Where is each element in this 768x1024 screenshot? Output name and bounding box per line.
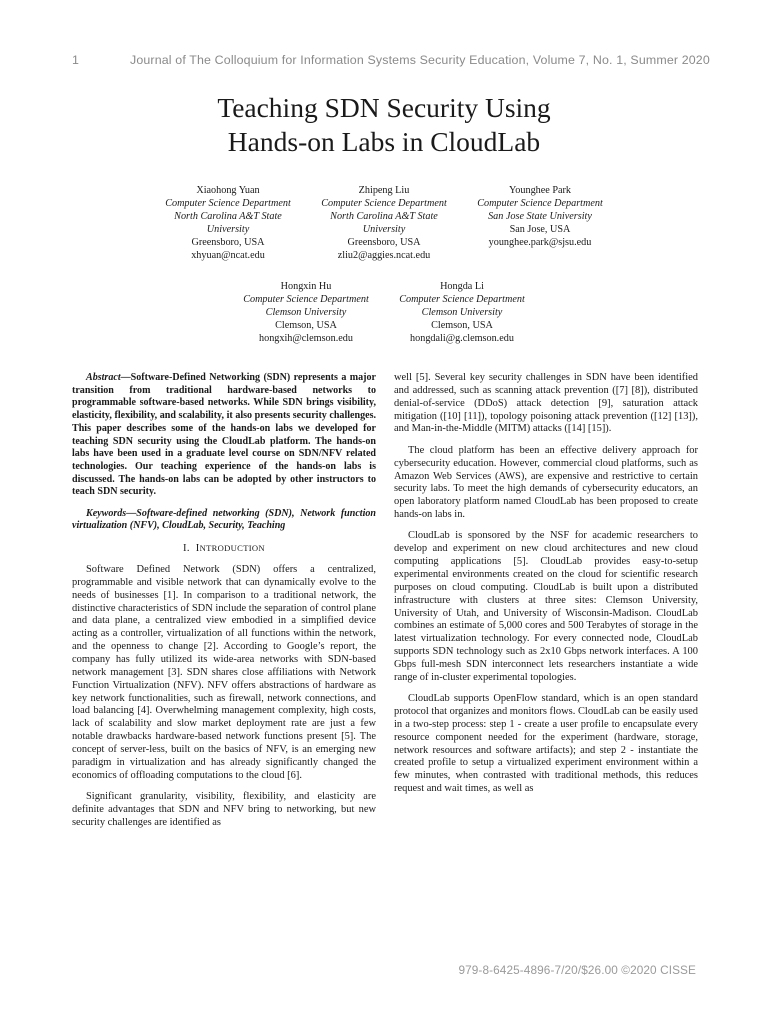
author-institution-cont: University [362,223,406,235]
author-block [382,281,542,346]
author-department: Computer Science Department [321,197,447,209]
author-location: Greensboro, USA [347,236,421,248]
author-institution: San Jose State University [488,210,592,222]
author-department: Computer Science Department [243,293,369,305]
body-paragraph: The cloud platform has been an effective delivery approach for cybersecurity education. However, commercial cloud platforms, such as Amazon Web Services (AWS), are expensive and restrictive to certain security labs. To meet the high demands of cybersecurity educators, an open laboratory platform named CloudLab has been proposed to create hands-on labs in. [394,444,698,521]
author-name: Hongda Li [440,281,484,292]
author-location: San Jose, USA [509,223,571,235]
author-email: younghee.park@sjsu.edu [488,236,592,248]
author-name: Zhipeng Liu [358,185,410,196]
author-email: zliu2@aggies.ncat.edu [337,249,431,261]
author-department: Computer Science Department [399,293,525,305]
author-location: Clemson, USA [275,319,337,331]
title-line-1: Teaching SDN Security Using [217,92,551,123]
author-location: Greensboro, USA [191,236,265,248]
paper-title [0,91,768,159]
section-heading-introduction [72,542,376,556]
title-line-2: Hands-on Labs in CloudLab [227,126,541,157]
author-institution: North Carolina A&T State [330,210,438,222]
author-email: hongdali@g.clemson.edu [410,332,514,344]
author-name: Xiaohong Yuan [196,185,260,196]
journal-citation: Journal of The Colloquium for Information Systems Security Education, Volume 7, No. 1, Summer 2020 [130,53,710,67]
author-block [148,185,308,262]
author-email: xhyuan@ncat.edu [191,249,265,261]
author-email: hongxih@clemson.edu [259,332,353,344]
abstract-label: Abstract [86,372,121,383]
author-institution: Clemson University [265,306,347,318]
author-block [226,281,386,346]
right-column [394,372,698,805]
author-institution: North Carolina A&T State [174,210,282,222]
author-department: Computer Science Department [165,197,291,209]
author-name: Hongxin Hu [280,281,332,292]
body-paragraph-continued: well [5]. Several key security challenges in SDN have been identified and addressed, such as scanning attack prevention ([7] [8]), distributed denial-of-service (DDoS) attack detection [9], saturation attack mitigation ([10] [11]), topology poisoning attack prevention ([12] [13]), and Man-in-the-Middle (MITM) attacks ([14] [15]). [394,372,698,435]
page-number: 1 [72,53,80,67]
body-paragraph: Software Defined Network (SDN) offers a centralized, programmable and visible network that can dynamically evolve to the needs of businesses [1]. In comparison to a traditional network, the distinctive characteristics of SDN include the separation of control plane and data plane, a centralized view embodied in a simplified device acting as a controller, virtualization of all functions within the network, and the openness to change [2]. According to Google’s report, the company has fully utilized its wide-area networks with SDN-based network management [3]. SDN shares close affiliations with Network Function Virtualization (NFV). NFV offers abstractions of hardware as key network functionalities, such as firewall, network connections, and load balancing [4]. Overwhelming management complexity, high costs, lack of scalability and slow market deployment rate are just a few notable drawbacks hardware-based network functions present [5]. The concept of server-less, built on the basics of NFV, is an emerging new paradigm in virtualization and has already significantly changed the economics of offloading computations to the cloud [6]. [72,564,376,781]
left-column [72,372,376,838]
section-numeral: I. [183,542,190,554]
body-paragraph: Significant granularity, visibility, flexibility, and elasticity are definite advantages that SDN and NFV bring to networking, but new security challenges are identified as [72,791,376,828]
author-location: Clemson, USA [431,319,493,331]
body-paragraph: CloudLab is sponsored by the NSF for academic researchers to develop and experiment on new cloud architectures and new cloud computing applications [5]. CloudLab provides easy-to-setup experimental environments created on the cloud for scientific research purposes on cloud computing. CloudLab is built upon a distributed infrastructure with clusters at three sites: Clemson University, University of Utah, and University of Wisconsin-Madison. CloudLab combines an estimate of 5,000 cores and 500 Terabytes of storage in the latest virtualization technology. For every connected node, CloudLab supports SDN technology such as 2x10 Gbps network interfaces. A 100 Gbps full-mesh SDN interconnect lets researchers instantiate a wide range of in-cluster experimental topologies. [394,530,698,683]
keywords: Keywords—Software-defined networking (SDN), Network function virtualization (NFV), CloudLab, Security, Teaching [72,507,376,532]
body-paragraph: CloudLab supports OpenFlow standard, which is an open standard protocol that organizes and monitors flows. CloudLab can be easily used in a two-step process: step 1 - create a user profile to encapsulate every resource component needed for the experiment (hardware, storage, network resources and software artifacts); and step 2 - instantiate the created profile to setup a virtualized experiment environment within a few minutes, when contrasted with traditional methods, this reduces request and wait times, as well as [394,693,698,795]
section-title-initial: I [195,542,200,554]
author-block [304,185,464,262]
author-institution-cont: University [206,223,250,235]
running-header [0,53,768,71]
author-institution: Clemson University [421,306,503,318]
copyright-footer: 979-8-6425-4896-7/20/$26.00 ©2020 CISSE [458,963,696,977]
abstract [72,372,376,499]
author-block [460,185,620,250]
author-department: Computer Science Department [477,197,603,209]
section-title-rest: NTRODUCTION [199,542,265,553]
author-name: Younghee Park [508,185,572,196]
abstract-text: —Software-Defined Networking (SDN) represents a major transition from traditional hardware-based networks to programmable software-based networks. While SDN brings visibility, elasticity, flexibility, and scalability, it also presents security challenges. This paper describes some of the hands-on labs we developed for teaching SDN security using the CloudLab platform. The hands-on labs have been used in a graduate level course on SDN/NFV related technologies. Our teaching experience of the hands-on labs is discussed. The hands-on labs can be adopted by other instructors to teach SDN security. [72,372,376,498]
